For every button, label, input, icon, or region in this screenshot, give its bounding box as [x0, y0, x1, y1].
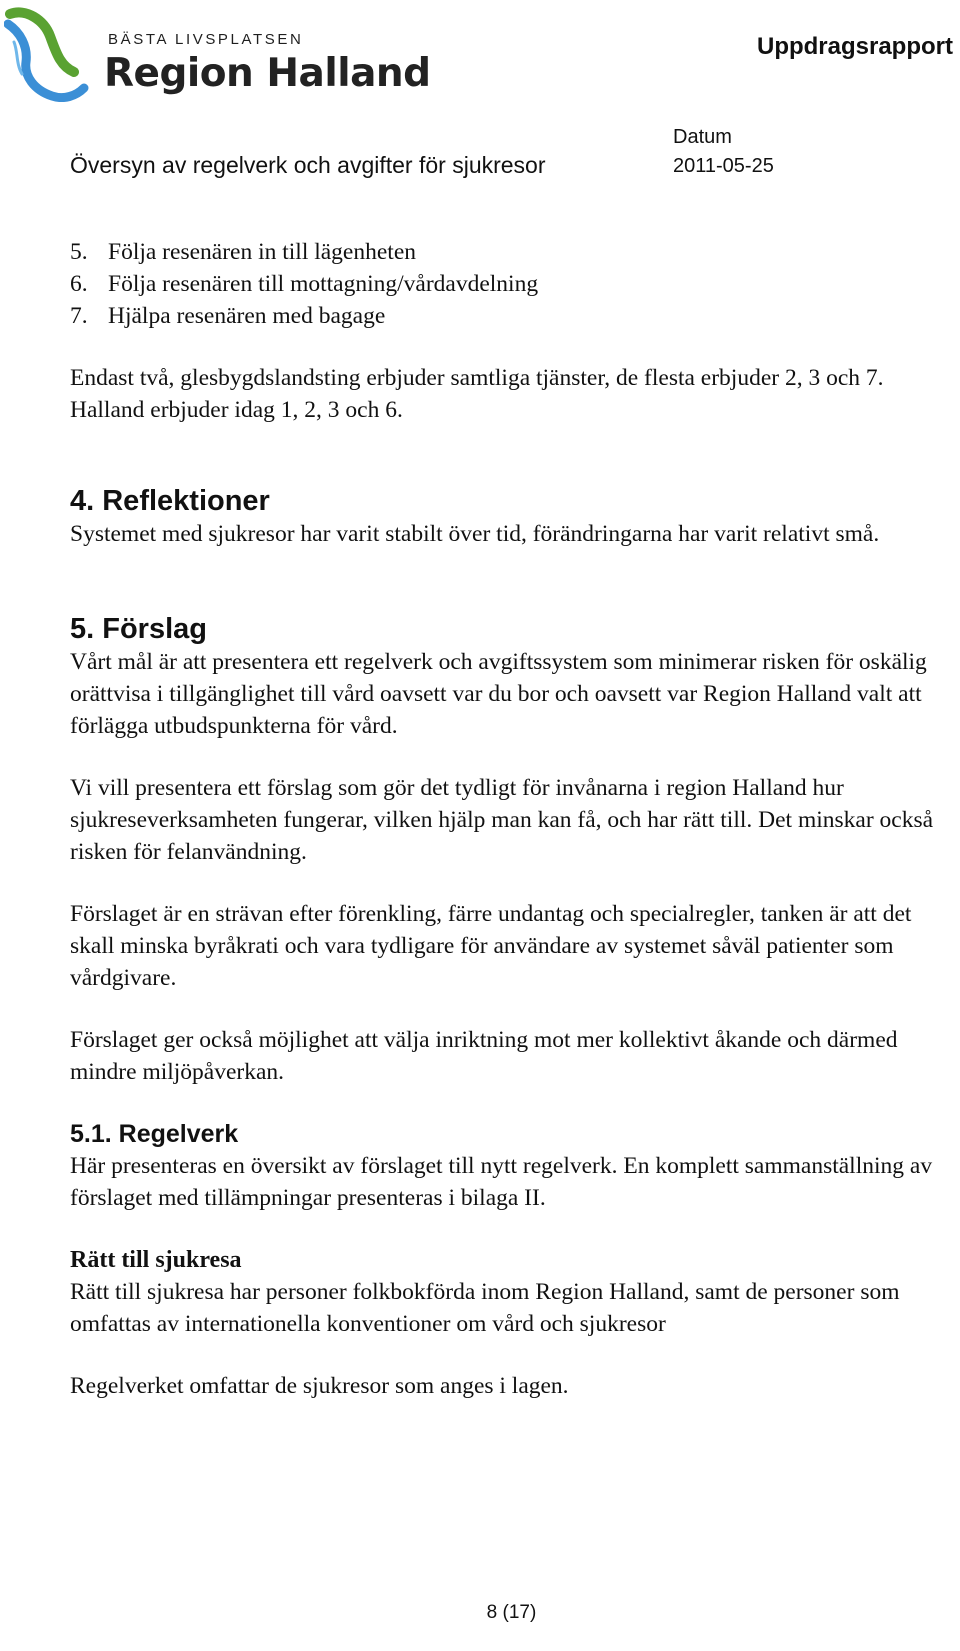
section-5-paragraph: Vårt mål är att presentera ett regelverk och avgiftssystem som minimerar risken för oskälig orättvisa i tillgänglighet till vård oavsett var du bor och oavsett var Region Halland valt att förlägga utbudspunkterna för vård. — [70, 649, 927, 739]
list-item: 6. Följa resenären till mottagning/vårdavdelning — [70, 271, 539, 297]
service-list — [70, 236, 950, 332]
ratt-heading: Rätt till sjukresa — [70, 1247, 242, 1273]
region-halland-logo-icon — [4, 6, 90, 102]
services-paragraph: Endast två, glesbygdslandsting erbjuder samtliga tjänster, de flesta erbjuder 2, 3 och 7. Halland erbjuder idag 1, 2, 3 och 6. — [70, 365, 884, 423]
section-4-text: Systemet med sjukresor har varit stabilt över tid, förändringarna har varit relativt små. — [70, 521, 880, 547]
ratt-text-2: Regelverket omfattar de sjukresor som anges i lagen. — [70, 1373, 569, 1399]
list-item: 5. Följa resenären in till lägenheten — [70, 239, 417, 265]
document-title: Översyn av regelverk och avgifter för sjukresor — [70, 152, 546, 178]
page-number: 8 (17) — [486, 1602, 537, 1623]
section-5-paragraph: Vi vill presentera ett förslag som gör det tydligt för invånarna i region Halland hur sjukreseverksamheten fungerar, vilken hjälp man kan få, och har rätt till. Det minskar också risken för felanvändning. — [70, 775, 934, 865]
section-5-1-text: Här presenteras en översikt av förslaget till nytt regelverk. En komplett sammanställning av förslaget med tillämpningar presenteras i bilaga II. — [70, 1153, 933, 1211]
date-value: 2011-05-25 — [673, 155, 774, 177]
logo-name: Region Halland — [104, 51, 431, 96]
document-body — [70, 236, 950, 1402]
date-label: Datum — [673, 126, 732, 148]
logo-tagline: BÄSTA LIVSPLATSEN — [108, 31, 304, 48]
list-item: 7. Hjälpa resenären med bagage — [70, 303, 386, 329]
section-5-paragraph: Förslaget ger också möjlighet att välja inriktning mot mer kollektivt åkande och därmed mindre miljöpåverkan. — [70, 1027, 898, 1085]
section-5-heading: 5. Förslag — [70, 613, 207, 645]
section-4-heading: 4. Reflektioner — [70, 485, 270, 517]
section-5-paragraph: Förslaget är en strävan efter förenkling, färre undantag och specialregler, tanken är att det skall minska byråkrati och vara tydligare för användare av systemet såväl patienter som vårdgivare. — [70, 901, 912, 991]
section-5-1-heading: 5.1. Regelverk — [70, 1120, 239, 1148]
ratt-text: Rätt till sjukresa har personer folkbokförda inom Region Halland, samt de personer som omfattas av internationella konventioner om vård och sjukresor — [70, 1279, 900, 1337]
report-type: Uppdragsrapport — [756, 33, 953, 60]
